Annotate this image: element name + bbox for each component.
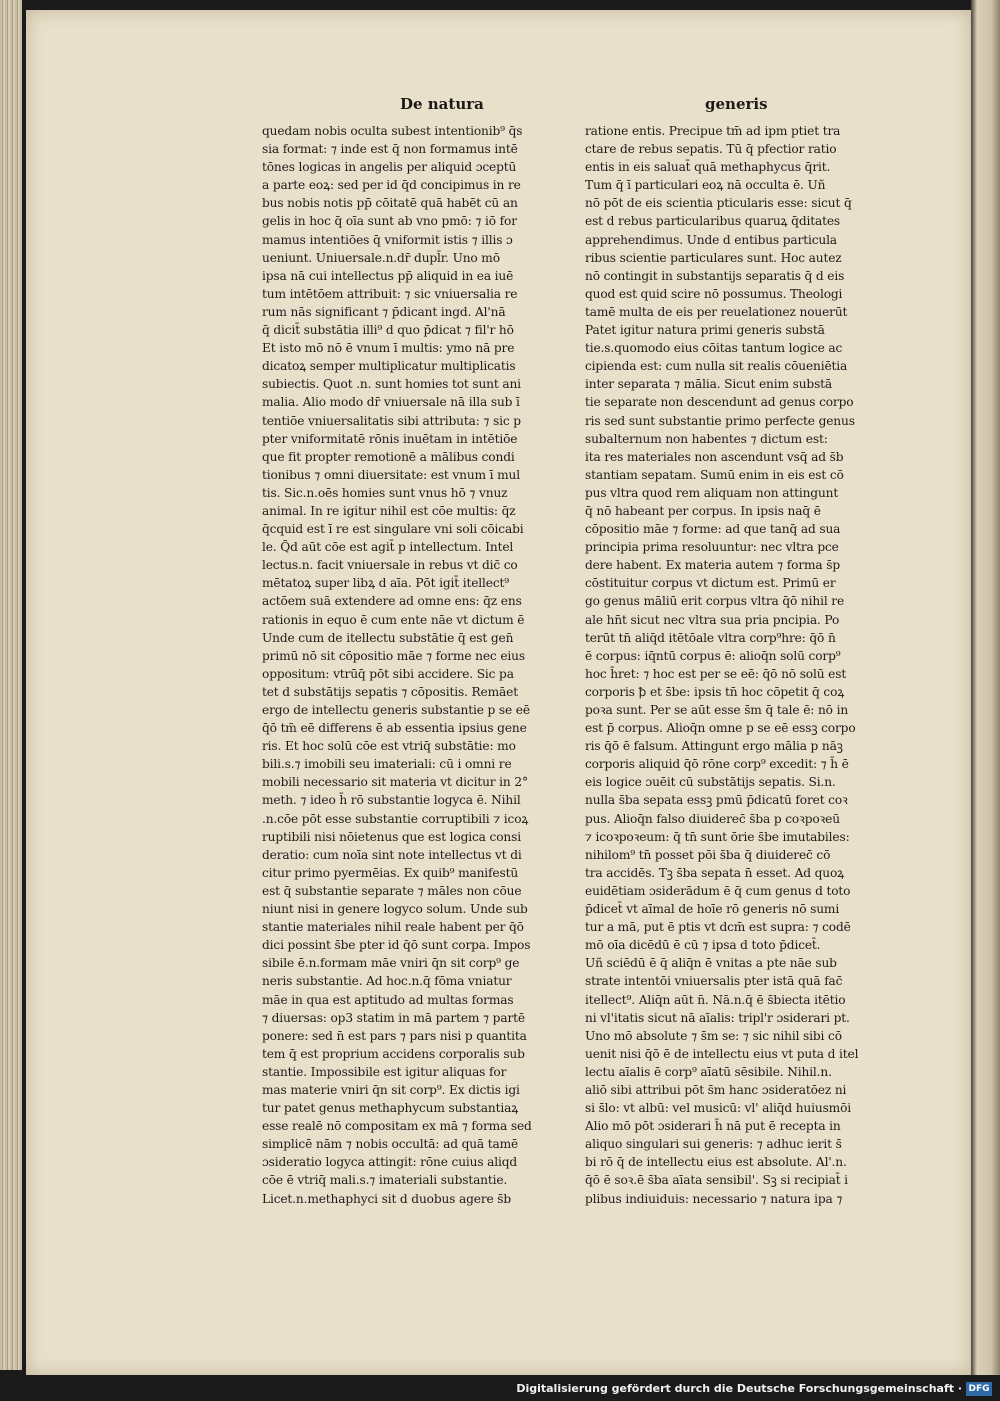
text-line: ⁊ diuersas: op3 statim in mā partem ⁊ partē	[262, 1010, 525, 1025]
text-line: stantiam sepatam. Sumū enim in eis est cō	[585, 467, 844, 482]
text-line: quedam nobis oculta subest intentionib⁹ q̄s	[262, 124, 523, 138]
text-line: esse realē nō compositam ex mā ⁊ forma sed	[262, 1119, 532, 1134]
text-line: nulla s̄ba sepata essꝫ pmū p̄dicatū foret coꝛ	[585, 793, 848, 808]
text-line: ⁊ icoꝛpoꝛeum: q̄ tn̄ sunt ōrie s̄be imutabiles:	[585, 829, 850, 844]
text-line: principia prima resoluuntur: nec vltra pce	[585, 540, 839, 555]
text-line: le. Q̄d aūt cōe est agit̄ p intellectum. Intel	[262, 540, 514, 555]
text-line: rationis in equo ē cum ente nāe vt dictum ē	[262, 612, 525, 627]
text-line: tamē multa de eis per reuelationez nouerūt	[585, 304, 848, 319]
text-line: inter separata ⁊ mālia. Sicut enim substā	[585, 377, 833, 392]
text-line: pus. Alioq̄n falso diuiderec̄ s̄ba p coꝛpoꝛeū	[585, 811, 840, 826]
text-line: mētatoꝝ super libꝝ d aīa. Pōt igit̄ itellect⁹	[262, 576, 509, 591]
text-line: p̄dicet̄ vt aīmal de hoīe rō generis nō sumi	[585, 902, 840, 917]
text-line: q̄ō ē soꝛ.ē s̄ba aīata sensibil'. Sꝫ si recipiat̄ i	[585, 1173, 848, 1188]
text-line: Unde cum de itellectu substātie q̄ est gen̄	[262, 630, 514, 645]
text-line: niunt nisi in genere logyco solum. Unde sub	[262, 902, 528, 917]
text-line: tie separate non descendunt ad genus corpo	[585, 395, 854, 410]
text-line: aliquo singulari sui generis: ⁊ adhuc ierit s̄	[585, 1137, 842, 1152]
text-line: bili.s.⁊ imobili seu imateriali: cū i omni re	[262, 757, 512, 772]
text-line: Uñ sciēdū ē q̄ aliq̄n ē vnitas a pte nāe sub	[585, 956, 837, 971]
funding-credit: Digitalisierung gefördert durch die Deutsche Forschungsgemeinschaft ·	[516, 1382, 962, 1395]
text-line: Tum q̄ ī particulari eoꝝ nā occulta ē. Uñ	[585, 178, 826, 193]
text-line: terūt tn̄ aliq̄d itētōale vltra corp⁹hre: q̄ō n̄	[585, 630, 836, 645]
text-line: cōstituitur corpus vt dictum est. Primū er	[585, 576, 836, 591]
text-line: tra accidēs. Tꝫ s̄ba sepata n̄ esset. Ad quoꝝ	[585, 865, 845, 880]
text-line: cipienda est: cum nulla sit realis cōueniētia	[585, 359, 848, 374]
text-line: eis logice ɔuēit cū substātijs sepatis. Si.n.	[585, 775, 836, 790]
text-line: nō contingit in substantijs separatis q̄ d eis	[585, 268, 845, 283]
text-line: animal. In re igitur nihil est cōe multis: q̄z	[262, 503, 516, 518]
text-line: pter vniformitatē rōnis inuētam in intētiōe	[262, 431, 518, 446]
text-line: ita res materiales non ascendunt vsq̄ ad s̄b	[585, 449, 844, 464]
text-line: oppositum: vtrūq̄ pōt sibi accidere. Sic pa	[262, 666, 514, 681]
text-line: itellect⁹. Aliq̄n aūt n̄. Nā.n.q̄ ē s̄biecta itētio	[585, 992, 846, 1007]
text-line: tur patet genus methaphycum substantiaꝝ	[262, 1101, 519, 1116]
text-line: ponere: sed n̄ est pars ⁊ pars nisi p quantita	[262, 1028, 527, 1043]
text-line: ni vl'itatis sicut nā aīalis: tripl'r ɔsiderari pt.	[585, 1010, 850, 1025]
text-line: tet d substātijs sepatis ⁊ cōpositis. Remāet	[262, 684, 518, 699]
text-line: mō oīa dicēdū ē cū ⁊ ipsa d toto p̄dicet̄.	[585, 938, 821, 953]
text-line: ratione entis. Precipue tm̄ ad ipm ptiet tra	[585, 124, 841, 138]
text-line: citur primo pyermēias. Ex quib⁹ manifestū	[262, 865, 519, 880]
text-line: hoc h̄ret: ⁊ hoc est per se eē: q̄ō nō solū est	[585, 666, 847, 681]
left-text-column	[262, 122, 554, 1208]
text-line: dere habent. Ex materia autem ⁊ forma s̄p	[585, 558, 841, 573]
text-line: rum nās significant ⁊ p̄dicant ingd. Al'nā	[262, 304, 506, 319]
text-line: ueniunt. Uniuersale.n.dr̄ dupl̄r. Uno mō	[262, 250, 500, 265]
text-line: poꝛa sunt. Per se aūt esse s̄m q̄ tale ē: nō in	[585, 703, 849, 717]
text-line: Et isto mō nō ē vnum ī multis: ymo nā pre	[262, 341, 515, 356]
text-line: .n.cōe pōt esse substantie corruptibili ⁊ icoꝝ	[262, 811, 529, 826]
text-line: sia format: ⁊ inde est q̄ non formamus intē	[262, 142, 518, 157]
text-line: plibus indiuiduis: necessario ⁊ natura ipa ⁊	[585, 1191, 843, 1206]
text-line: ctare de rebus sepatis. Tū q̄ pfectior ratio	[585, 142, 837, 157]
text-line: stantie materiales nihil reale habent per q̄ō	[262, 920, 524, 935]
text-line: primū nō sit cōpositio māe ⁊ forme nec eius	[262, 648, 525, 663]
text-line: subiectis. Quot .n. sunt homies tot sunt ani	[262, 377, 521, 392]
text-line: ē corpus: iq̄ntū corpus ē: alioq̄n solū corp⁹	[585, 648, 841, 663]
text-line: meth. ⁊ ideo h̄ rō substantie logyca ē. Nihil	[262, 793, 521, 808]
text-line: tie.s.quomodo eius cōitas tantum logice ac	[585, 341, 843, 356]
right-text-column	[585, 122, 877, 1208]
text-line: tur a mā, put ē ptis vt dcm̄ est supra: ⁊ codē	[585, 920, 851, 935]
dfg-logo: DFG	[966, 1382, 992, 1396]
text-line: lectus.n. facit vniuersale in rebus vt dic̄ co	[262, 558, 518, 573]
text-line: nō pōt de eis scientia pticularis esse: sicut q̄	[585, 196, 852, 211]
text-line: subalternum non habentes ⁊ dictum est:	[585, 431, 828, 446]
text-line: bus nobis notis pp̄ cōitatē quā habēt cū an	[262, 196, 518, 211]
text-line: gelis in hoc q̄ oīa sunt ab vno pmō: ⁊ iō for	[262, 214, 517, 229]
text-line: a parte eoꝝ: sed per id q̄d concipimus in re	[262, 178, 521, 193]
text-line: nihilom⁹ tn̄ posset pōi s̄ba q̄ diuiderec̄ cō	[585, 847, 831, 862]
text-line: aliō sibi attribui pōt s̄m hanc ɔsideratōez ni	[585, 1082, 847, 1097]
book-right-edge	[971, 0, 1000, 1375]
text-line: neris substantie. Ad hoc.n.q̄ fōma vniatur	[262, 974, 512, 989]
text-line: est d rebus particularibus quaruꝝ q̄ditates	[585, 214, 841, 229]
text-line: Patet igitur natura primi generis substā	[585, 323, 825, 338]
text-line: est p̄ corpus. Alioq̄n omne p se eē essꝫ corpo	[585, 721, 856, 736]
text-line: simplicē nām ⁊ nobis occultā: ad quā tamē	[262, 1137, 519, 1152]
text-line: tis. Sic.n.oēs homies sunt vnus hō ⁊ vnuz	[262, 485, 508, 500]
text-line: cōpositio māe ⁊ forme: ad que tanq̄ ad sua	[585, 522, 841, 537]
text-line: q̄ō tm̄ eē differens ē ab essentia ipsius gene	[262, 721, 527, 736]
text-line: go genus māliū erit corpus vltra q̄ō nihil re	[585, 594, 845, 609]
text-line: ale hn̄t sicut nec vltra sua pria pncipia. Po	[585, 612, 840, 627]
text-line: tum intētōem attribuit: ⁊ sic vniuersalia re	[262, 286, 518, 301]
text-line: Licet.n.methaphyci sit d duobus agere s̄b	[262, 1191, 512, 1206]
text-line: cōe ē vtriq̄ mali.s.⁊ imateriali substantie.	[262, 1173, 508, 1188]
text-line: ipsa nā cui intellectus pp̄ aliquid in ea iuē	[262, 268, 514, 283]
text-line: que fit propter remotionē a mālibus condi	[262, 449, 515, 464]
text-line: ris. Et hoc solū cōe est vtriq̄ substātie: mo	[262, 739, 516, 754]
text-line: ruptibili nisi nōietenus que est logica consi	[262, 829, 521, 844]
text-line: deratio: cum noīa sint note intellectus vt di	[262, 847, 522, 862]
text-line: malia. Alio modo dr̄ vniuersale nā illa sub ī	[262, 395, 520, 410]
text-line: corporis aliquid q̄ō rōne corp⁹ excedit: ⁊ h̄ ē	[585, 757, 849, 772]
text-line: actōem suā extendere ad omne ens: q̄z ens	[262, 594, 522, 609]
text-line: euidētiam ɔsiderādum ē q̄ cum genus d toto	[585, 883, 851, 898]
text-line: ergo de intellectu generis substantie p se eē	[262, 703, 530, 717]
text-line: uenit nisi q̄ō ē de intellectu eius vt puta d itel	[585, 1046, 859, 1061]
text-line: stantie. Impossibile est igitur aliquas for	[262, 1064, 507, 1079]
text-line: mobili necessario sit materia vt dicitur in 2°	[262, 775, 528, 790]
text-line: q̄ dicit̄ substātia illi⁹ d quo p̄dicat ⁊ fil'r hō	[262, 323, 514, 338]
text-line: tōnes logicas in angelis per aliquid ɔceptū	[262, 160, 517, 175]
text-line: corporis ꝥ et s̄be: ipsis tn̄ hoc cōpetit q̄ coꝝ	[585, 684, 845, 699]
text-line: apprehendimus. Unde d entibus particula	[585, 232, 837, 247]
text-line: quod est quid scire nō possumus. Theologi	[585, 286, 843, 301]
text-line: tionibus ⁊ omni diuersitate: est vnum ī mul	[262, 467, 520, 482]
text-line: ɔsideratio logyca attingit: rōne cuius aliqd	[262, 1155, 518, 1170]
text-line: pus vltra quod rem aliquam non attingunt	[585, 485, 839, 500]
text-line: ris q̄ō ē falsum. Attingunt ergo mālia p nāꝫ	[585, 739, 843, 754]
running-head-left: De natura	[400, 95, 484, 113]
text-line: Uno mō absolute ⁊ s̄m se: ⁊ sic nihil sibi cō	[585, 1028, 842, 1043]
text-line: dicatoꝝ semper multiplicatur multiplicatis	[262, 359, 516, 374]
text-line: mamus intentiōes q̄ vniformit istis ⁊ illis ɔ	[262, 232, 513, 247]
text-line: si s̄lo: vt albū: vel musicū: vl' aliq̄d huiusmōi	[585, 1101, 852, 1116]
text-line: mas materie vniri q̄n sit corp⁹. Ex dictis igi	[262, 1082, 520, 1097]
running-head-right: generis	[705, 95, 768, 113]
text-line: bi rō q̄ de intellectu eius est absolute. Al'.n.	[585, 1155, 847, 1170]
text-line: tem q̄ est proprium accidens corporalis sub	[262, 1046, 525, 1061]
text-line: māe in qua est aptitudo ad multas formas	[262, 992, 514, 1007]
text-line: Alio mō pōt ɔsiderari h̄ nā put ē recepta in	[585, 1119, 841, 1134]
text-line: ris sed sunt substantie primo perfecte genus	[585, 413, 855, 428]
book-left-edge	[0, 0, 22, 1370]
text-line: est q̄ substantie separate ⁊ māles non cōue	[262, 883, 522, 898]
text-line: q̄cquid est ī re est singulare vni soli cōicabi	[262, 522, 524, 537]
text-line: tentiōe vniuersalitatis sibi attributa: ⁊ sic p	[262, 413, 521, 428]
text-line: ribus scientie particulares sunt. Hoc autez	[585, 250, 842, 265]
text-line: strate intentōi vniuersalis pter istā quā fac̄	[585, 974, 843, 989]
text-line: dici possint s̄be pter id q̄ō sunt corpa. Impos	[262, 938, 531, 953]
text-line: sibile ē.n.formam māe vniri q̄n sit corp⁹ ge	[262, 956, 520, 971]
text-line: q̄ nō habeant per corpus. In ipsis naq̄ ē	[585, 503, 821, 518]
text-line: entis in eis saluat̄ quā methaphycus q̄rit.	[585, 160, 831, 175]
text-line: lectu aīalis ē corp⁹ aīatū sēsibile. Nihil.n.	[585, 1064, 832, 1079]
